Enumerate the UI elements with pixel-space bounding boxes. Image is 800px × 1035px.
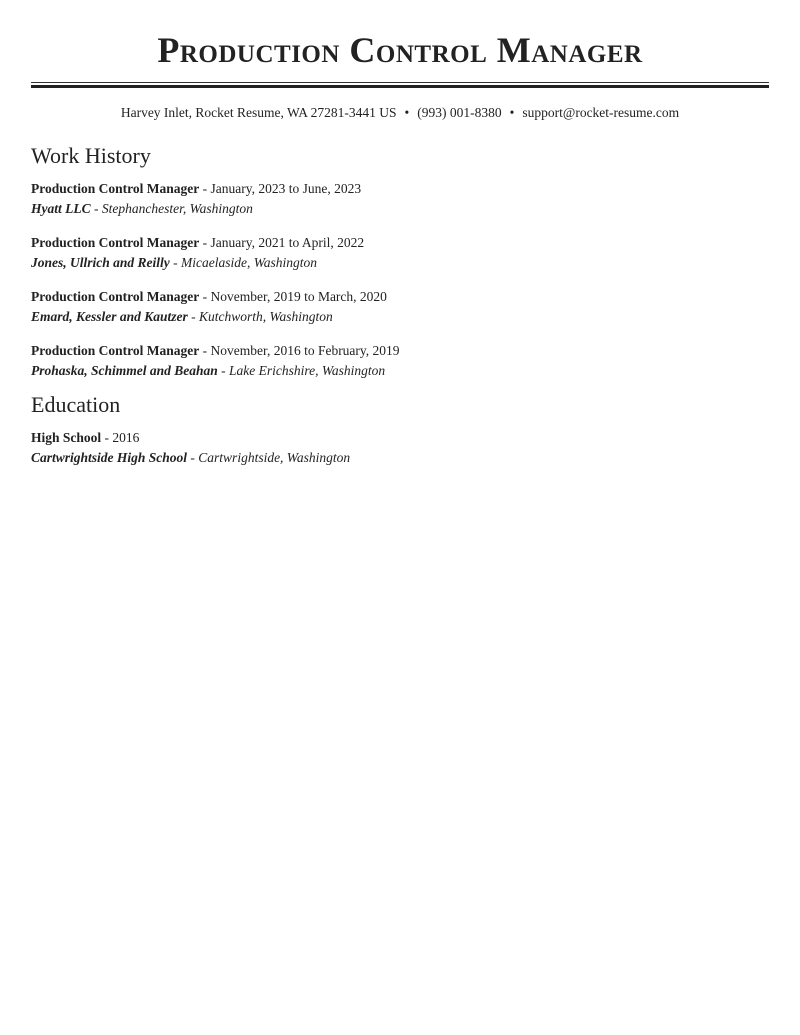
work-entry (31, 341, 769, 381)
job-title: Production Control Manager (31, 289, 200, 304)
dash: - (187, 450, 199, 465)
bullet-separator: • (509, 105, 515, 120)
company-name: Prohaska, Schimmel and Beahan (31, 363, 218, 378)
job-title: Production Control Manager (31, 343, 200, 358)
header-divider-thick (31, 85, 769, 88)
work-entry (31, 233, 769, 273)
job-dates: January, 2023 to June, 2023 (210, 181, 362, 196)
job-title: Production Control Manager (31, 235, 200, 250)
job-dates: November, 2016 to February, 2019 (210, 343, 400, 358)
dash: - (187, 309, 200, 324)
school-name: Cartwrightside High School (31, 450, 188, 465)
job-dates: November, 2019 to March, 2020 (210, 289, 387, 304)
dash: - (101, 430, 113, 445)
contact-email: support@rocket-resume.com (522, 105, 680, 120)
company-name: Hyatt LLC (31, 201, 91, 216)
dash: - (199, 289, 211, 304)
job-location: Kutchworth, Washington (199, 309, 333, 324)
work-entry (31, 179, 769, 219)
dash: - (169, 255, 182, 270)
header-divider-thin (31, 82, 769, 83)
dash: - (90, 201, 102, 216)
job-dates: January, 2021 to April, 2022 (210, 235, 365, 250)
contact-info (31, 104, 769, 122)
bullet-separator: • (404, 105, 410, 120)
dash: - (217, 363, 230, 378)
job-location: Lake Erichshire, Washington (229, 363, 386, 378)
dash: - (199, 343, 211, 358)
section-heading-education: Education (31, 392, 121, 417)
dash: - (199, 181, 211, 196)
company-name: Jones, Ullrich and Reilly (31, 255, 170, 270)
job-location: Stephanchester, Washington (101, 201, 253, 216)
company-name: Emard, Kessler and Kautzer (31, 309, 188, 324)
page-title: Production Control Manager (157, 30, 643, 70)
graduation-year: 2016 (112, 430, 140, 445)
school-location: Cartwrightside, Washington (198, 450, 351, 465)
contact-phone: (993) 001-8380 (417, 105, 502, 120)
contact-address: Harvey Inlet, Rocket Resume, WA 27281-3441 US (120, 105, 397, 120)
job-location: Micaelaside, Washington (181, 255, 318, 270)
section-heading-work-history: Work History (31, 143, 151, 168)
dash: - (199, 235, 211, 250)
work-entry (31, 287, 769, 327)
degree: High School (31, 430, 102, 445)
job-title: Production Control Manager (31, 181, 200, 196)
education-entry (31, 428, 769, 468)
